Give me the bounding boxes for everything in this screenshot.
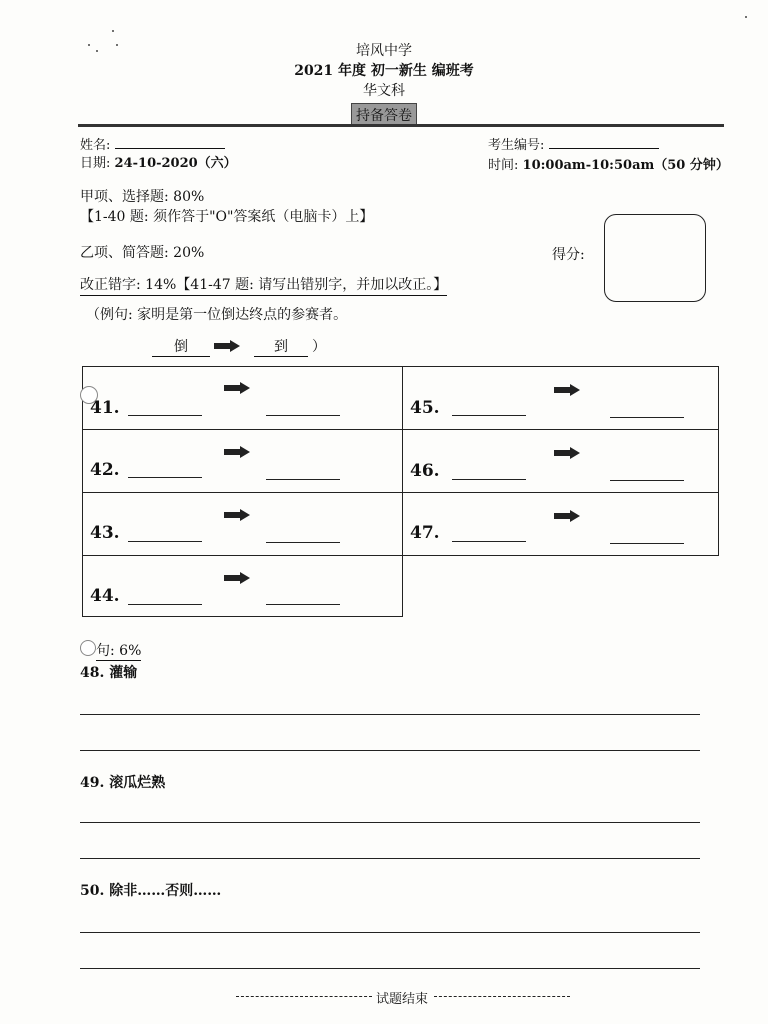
arrow-right-icon (224, 572, 250, 584)
sentence-section-title: 句: 6% (96, 640, 141, 661)
section-b-title: 乙项、简答题: 20% (80, 245, 205, 261)
correction-cell-42 (82, 429, 403, 493)
correction-cell-44 (82, 555, 403, 617)
right-char-blank-41[interactable] (266, 415, 340, 416)
candidate-no-field[interactable] (549, 134, 659, 149)
scan-speck (745, 16, 747, 18)
wrong-char-blank-42[interactable] (128, 477, 202, 478)
right-char-blank-43[interactable] (266, 542, 340, 543)
example-close-paren: ） (312, 339, 326, 355)
right-char-blank-42[interactable] (266, 479, 340, 480)
correction-cell-43 (82, 492, 403, 556)
correction-cell-41 (82, 366, 403, 430)
header-divider (78, 124, 724, 127)
answer-line[interactable] (80, 822, 700, 823)
score-label: 得分: (552, 247, 585, 263)
arrow-right-icon (214, 340, 240, 352)
answer-line[interactable] (80, 714, 700, 715)
date-label: 日期: (80, 156, 111, 171)
section-a-title: 甲项、选择题: 80% (80, 189, 205, 205)
answer-line[interactable] (80, 932, 700, 933)
name-row (80, 134, 225, 153)
school-name: 培风中学 (356, 43, 412, 59)
candidate-no-label: 考生编号: (488, 138, 545, 153)
time-label: 时间: (488, 158, 519, 173)
section-a-note: 【1-40 题: 须作答于"O"答案纸（电脑卡）上】 (80, 209, 374, 225)
arrow-right-icon (224, 509, 250, 521)
wrong-char-blank-46[interactable] (452, 479, 526, 480)
scan-speck (112, 30, 114, 32)
answer-line[interactable] (80, 858, 700, 859)
question-number-44: 44. (90, 586, 120, 606)
candidate-row (488, 134, 659, 153)
question-number-47: 47. (410, 523, 440, 543)
sentence-item-50: 50. 除非……否则…… (80, 883, 222, 899)
arrow-right-icon (554, 447, 580, 459)
footer-dash-left (236, 996, 372, 997)
example-right-char: 到 (254, 336, 308, 357)
wrong-char-blank-43[interactable] (128, 541, 202, 542)
right-char-blank-45[interactable] (610, 417, 684, 418)
question-number-41: 41. (90, 398, 120, 418)
right-char-blank-47[interactable] (610, 543, 684, 544)
footer-dash-right (434, 996, 570, 997)
sentence-item-49: 49. 滚瓜烂熟 (80, 775, 166, 791)
answer-line[interactable] (80, 750, 700, 751)
right-char-blank-46[interactable] (610, 480, 684, 481)
question-number-45: 45. (410, 398, 440, 418)
subject-name: 华文科 (363, 83, 405, 99)
wrong-char-blank-45[interactable] (452, 415, 526, 416)
correction-cell-46 (402, 429, 719, 493)
question-number-43: 43. (90, 523, 120, 543)
arrow-right-icon (554, 510, 580, 522)
right-char-blank-44[interactable] (266, 604, 340, 605)
paper-type-badge: 持备答卷 (351, 103, 417, 127)
sentence-item-48: 48. 灌输 (80, 665, 138, 681)
example-wrong-char: 倒 (152, 336, 210, 357)
wrong-char-blank-41[interactable] (128, 415, 202, 416)
answer-line[interactable] (80, 968, 700, 969)
score-box[interactable] (604, 214, 706, 302)
question-number-46: 46. (410, 461, 440, 481)
question-number-42: 42. (90, 460, 120, 480)
time-row (488, 154, 729, 173)
correction-cell-47 (402, 492, 719, 556)
wrong-char-blank-47[interactable] (452, 541, 526, 542)
correction-title: 改正错字: 14%【41-47 题: 请写出错别字，并加以改正。】 (80, 274, 447, 296)
exam-title: 2021 年度 初一新生 编班考 (294, 63, 474, 79)
date-value: 24-10-2020（六） (114, 156, 237, 171)
correction-cell-45 (402, 366, 719, 430)
time-value: 10:00am-10:50am（50 分钟） (522, 158, 729, 173)
punch-hole-mark (80, 640, 96, 656)
example-sentence: （例句: 家明是第一位倒达终点的参赛者。 (86, 307, 348, 323)
wrong-char-blank-44[interactable] (128, 604, 202, 605)
end-of-paper-text: 试题结束 (376, 992, 429, 1007)
arrow-right-icon (224, 382, 250, 394)
name-field[interactable] (115, 134, 225, 149)
name-label: 姓名: (80, 138, 111, 153)
arrow-right-icon (224, 446, 250, 458)
arrow-right-icon (554, 384, 580, 396)
date-row (80, 152, 237, 171)
